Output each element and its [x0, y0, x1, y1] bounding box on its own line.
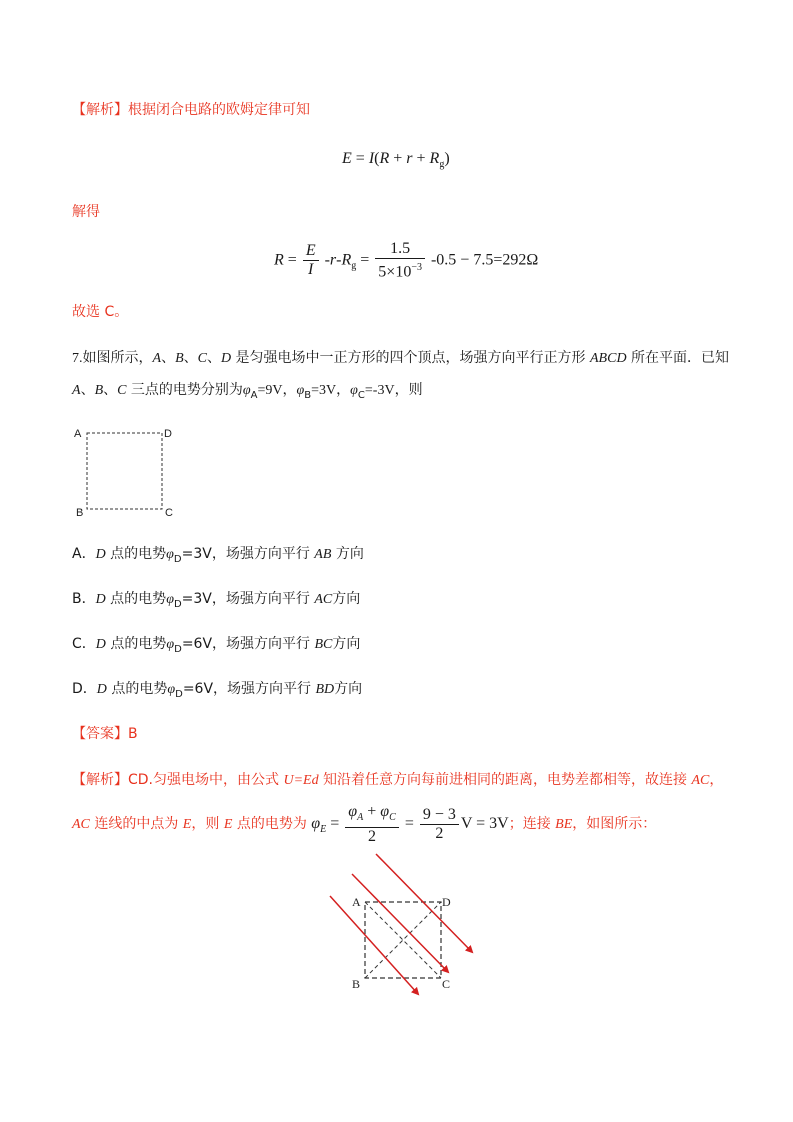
- phi-sub: E: [320, 824, 327, 836]
- option-letter: A．: [72, 546, 96, 562]
- label-a: A: [74, 428, 82, 440]
- point-e: E: [182, 817, 192, 832]
- q-text: 是匀强电场中一正方形的四个顶点，场强方向平行正方形: [231, 350, 590, 366]
- sol-text: ；连接: [508, 816, 556, 832]
- option-c[interactable]: [72, 634, 360, 660]
- fraction-average: [345, 803, 399, 846]
- square-abcd: ABCD: [590, 351, 627, 366]
- q-text: 三点的电势分别为: [126, 382, 243, 398]
- label-a: A: [352, 895, 361, 909]
- label-b: B: [352, 977, 361, 991]
- option-direction: AC: [314, 592, 333, 607]
- field-line: [376, 854, 472, 952]
- den-exp: −3: [411, 262, 422, 273]
- sol-text: ，如图所示：: [572, 816, 657, 832]
- option-point: D: [95, 547, 106, 562]
- option-text: =3V，场强方向平行: [181, 591, 315, 607]
- frac-num: [345, 803, 399, 828]
- sol-text: ，: [709, 772, 724, 788]
- solution-1-heading: [72, 100, 310, 120]
- frac-den: 2: [368, 827, 377, 845]
- eq2-minus: -: [336, 251, 342, 269]
- option-letter: D．: [72, 681, 97, 697]
- phi-value-b: =3V，: [311, 383, 351, 398]
- pt-d: D: [220, 351, 232, 366]
- fraction-numeric: [375, 240, 425, 281]
- eq-paren-open: (: [374, 150, 380, 167]
- pt-b: B: [175, 351, 184, 366]
- solution-2-line-1: [72, 770, 723, 791]
- analysis-label: 【解析】: [72, 102, 128, 118]
- phi-value-a: =9V，: [257, 383, 297, 398]
- eq-r-small: r: [406, 150, 413, 167]
- eq2-r: R: [274, 251, 284, 269]
- phi-symbol: φ: [350, 383, 358, 398]
- fraction-e-over-i: [303, 242, 319, 279]
- sep: 、: [161, 350, 176, 366]
- frac-num: 9 − 3: [420, 806, 459, 825]
- option-text: =6V，场强方向平行: [181, 636, 315, 652]
- point-e: E: [223, 817, 233, 832]
- segment-be: BE: [555, 817, 573, 832]
- sep: 、: [80, 382, 95, 398]
- sol-text: CD.匀强电场中，由公式: [128, 772, 284, 788]
- eq2-result: -0.5 − 7.5=292Ω: [426, 251, 539, 269]
- phi-sub: A: [357, 811, 364, 823]
- pt-a: A: [72, 383, 81, 398]
- figure-square: [70, 422, 190, 522]
- eq-i: I: [368, 150, 375, 167]
- fraction-numeric: [420, 806, 459, 843]
- plus: +: [363, 802, 381, 820]
- option-direction: AB: [314, 547, 332, 562]
- sol-text: ，则: [191, 816, 224, 832]
- option-text: =3V，场强方向平行: [181, 546, 315, 562]
- solve-label: 解得: [72, 204, 100, 220]
- phi-symbol: φ: [167, 682, 176, 697]
- dashed-square: [87, 433, 162, 509]
- label-c: C: [442, 977, 451, 991]
- phi-sub: D: [175, 688, 183, 700]
- phi-sub: D: [173, 598, 182, 610]
- den-base: 5×10: [378, 263, 412, 281]
- option-text: =6V，场强方向平行: [182, 681, 316, 697]
- eq-rg-sub: g: [439, 159, 445, 171]
- field-line: [352, 874, 448, 972]
- question-7-line-1: [72, 348, 729, 369]
- solution-2-line-2: [72, 802, 656, 852]
- option-d[interactable]: [72, 679, 362, 705]
- equation-solve-r: [274, 240, 538, 281]
- phi-symbol: φ: [166, 547, 174, 562]
- phi-symbol: φ: [166, 637, 175, 652]
- equation-phi-e: [311, 802, 509, 845]
- eq-paren-close: ): [444, 150, 450, 167]
- eq-plus: +: [412, 150, 430, 167]
- phi-symbol: φ: [380, 802, 390, 820]
- option-point: D: [95, 592, 106, 607]
- sol-text: 知沿着任意方向每前进相同的距离，电势差都相等，故连接: [318, 772, 692, 788]
- frac-num-value: 1.5: [375, 240, 425, 259]
- eq-e: E: [342, 150, 352, 167]
- eq2-equals: =: [283, 251, 301, 269]
- option-direction: BC: [314, 637, 333, 652]
- eq2-rg-sub: g: [351, 260, 357, 272]
- q-text: 所在平面．已知: [626, 350, 730, 366]
- eq-equals: =: [351, 150, 369, 167]
- phi-value-c: =-3V，则: [364, 383, 423, 398]
- equation-ohm-law: [342, 150, 450, 170]
- segment-ac: AC: [72, 817, 90, 832]
- label-c: C: [165, 507, 173, 519]
- answer-label: 【答案】: [72, 726, 128, 742]
- frac-den: I: [308, 261, 314, 279]
- phi-sub: A: [250, 389, 258, 401]
- eq-plus: +: [389, 150, 407, 167]
- option-a[interactable]: [72, 544, 364, 570]
- eq-result: V = 3V: [460, 815, 509, 832]
- pt-b: B: [94, 383, 104, 398]
- phi-sub: D: [173, 553, 182, 565]
- sep: 、: [103, 382, 118, 398]
- phi-sub: D: [174, 643, 182, 655]
- option-point: D: [96, 682, 107, 697]
- question-7-line-2: [72, 380, 423, 406]
- eq-r-big: R: [379, 150, 390, 167]
- sep: 、: [183, 350, 198, 366]
- phi-symbol: φ: [242, 383, 251, 398]
- option-direction: BD: [315, 682, 335, 697]
- question-number: 7.: [72, 351, 83, 366]
- eq-equals: =: [326, 815, 344, 832]
- eq2-minus: -: [320, 251, 330, 269]
- segment-ac: AC: [691, 773, 710, 788]
- option-text: 方向: [331, 546, 364, 562]
- option-text: 方向: [334, 681, 363, 697]
- option-b[interactable]: [72, 589, 360, 615]
- eq-rg: R: [429, 150, 440, 167]
- analysis-intro: 根据闭合电路的欧姆定律可知: [128, 102, 310, 118]
- phi-symbol: φ: [348, 802, 358, 820]
- pt-c: C: [117, 383, 127, 398]
- pt-a: A: [152, 351, 162, 366]
- sep: 、: [206, 350, 221, 366]
- q-text: 如图所示，: [82, 350, 153, 366]
- eq2-rg: R: [341, 251, 352, 269]
- label-d: D: [442, 895, 451, 909]
- frac-den-value: [375, 259, 425, 281]
- option-text: 点的电势: [105, 591, 167, 607]
- phi-symbol: φ: [166, 592, 174, 607]
- option-text: 点的电势: [105, 636, 167, 652]
- figure-field-lines: [318, 848, 488, 998]
- eq2-equals: =: [356, 251, 374, 269]
- phi-sub: C: [389, 811, 396, 823]
- formula-u-ed: U=Ed: [283, 773, 319, 788]
- conclusion-text: 故选 C。: [72, 304, 129, 320]
- phi-sub: C: [357, 389, 365, 401]
- answer-line: [72, 724, 138, 744]
- frac-num: E: [303, 242, 319, 261]
- frac-den: 2: [435, 824, 444, 842]
- pt-c: C: [197, 351, 207, 366]
- sol-text: 点的电势为: [232, 816, 312, 832]
- option-text: 点的电势: [106, 681, 168, 697]
- phi-sub: B: [304, 389, 312, 401]
- label-b: B: [76, 507, 84, 519]
- eq2-r-small: r: [329, 251, 337, 269]
- answer-value: B: [128, 726, 138, 742]
- label-d: D: [164, 428, 172, 440]
- option-point: D: [95, 637, 106, 652]
- option-text: 方向: [332, 591, 361, 607]
- option-letter: B．: [72, 591, 96, 607]
- option-text: 方向: [332, 636, 361, 652]
- option-text: 点的电势: [105, 546, 167, 562]
- option-letter: C．: [72, 636, 96, 652]
- analysis-label: 【解析】: [72, 772, 128, 788]
- field-line: [330, 896, 418, 994]
- phi-symbol: φ: [311, 815, 321, 832]
- phi-symbol: φ: [296, 383, 305, 398]
- sol-text: 连线的中点为: [89, 816, 183, 832]
- eq-equals: =: [400, 815, 418, 832]
